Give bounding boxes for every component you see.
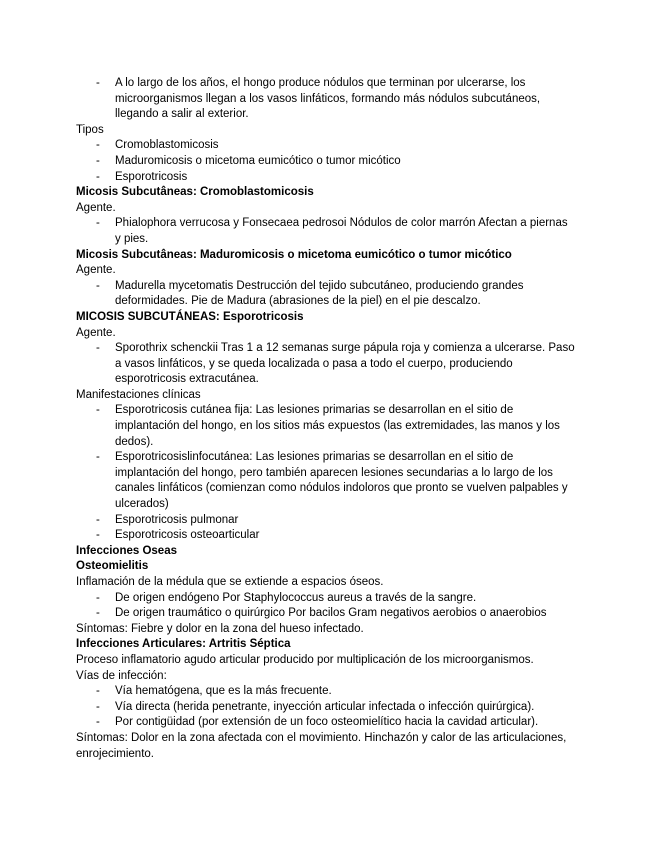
- list-item: - Esporotricosis osteoarticular: [76, 528, 576, 544]
- list-item: - Vía directa (herida penetrante, inyección articular infectada o infección quirúrgica).: [76, 700, 576, 716]
- list-item: - Esporotricosis cutánea fija: Las lesiones primarias se desarrollan en el sitio de implantación del hongo, en los sitios más expuestos (las extremidades, las manos y los dedos).: [76, 403, 576, 450]
- osteomielitis-sintomas: Síntomas: Fiebre y dolor en la zona del hueso infectado.: [76, 622, 364, 635]
- artritis-sintomas: Síntomas: Dolor en la zona afectada con el movimiento. Hinchazón y calor de las articulaciones, enrojecimiento.: [76, 731, 567, 760]
- list-item: - De origen traumático o quirúrgico Por bacilos Gram negativos aerobios o anaerobios: [76, 606, 576, 622]
- list-item: - Esporotricosislinfocutánea: Las lesiones primarias se desarrollan en el sitio de implantación del hongo, pero también aparecen lesiones secundarias a lo largo de los canales linfáticos (comienzan como nódulos indoloros que pronto se vuelven palpables y ulcerados): [76, 450, 576, 512]
- list-item: - Por contigüidad (por extensión de un foco osteomielítico hacia la cavidad articular).: [76, 715, 576, 731]
- section-heading-cromoblastomicosis: Micosis Subcutâneas: Cromoblastomicosis: [76, 186, 314, 199]
- agent-label: Agente.: [76, 264, 116, 277]
- manifestaciones-label: Manifestaciones clínicas: [76, 388, 201, 401]
- tipos-list: [76, 138, 576, 185]
- document-page: [76, 76, 576, 762]
- vias-list: [76, 684, 576, 731]
- artritis-definition: Proceso inflamatorio agudo articular producido por multiplicación de los microorganismos.: [76, 653, 534, 666]
- section-heading-maduromicosis: Micosis Subcutâneas: Maduromicosis o micetoma eumicótico o tumor micótico: [76, 248, 512, 261]
- maduro-list: [76, 279, 576, 310]
- cromo-list: [76, 216, 576, 247]
- list-item: - Cromoblastomicosis: [76, 138, 576, 154]
- section-heading-esporotricosis: MICOSIS SUBCUTÁNEAS: Esporotricosis: [76, 310, 304, 323]
- list-item: - De origen endógeno Por Staphylococcus aureus a través de la sangre.: [76, 591, 576, 607]
- list-item: - Madurella mycetomatis Destrucción del tejido subcutáneo, produciendo grandes deformidades. Pie de Madura (abrasiones de la piel) en el pie descalzo.: [76, 279, 576, 310]
- list-item: - Esporotricosis: [76, 170, 576, 186]
- list-item: - Sporothrix schenckii Tras 1 a 12 semanas surge pápula roja y comienza a ulcerarse. Paso a vasos linfáticos, y se queda localizada o pasa a todo el cuerpo, produciendo esporotricosis extracutánea.: [76, 341, 576, 388]
- esporo-list: [76, 341, 576, 388]
- list-item: - Esporotricosis pulmonar: [76, 513, 576, 529]
- list-item: - Phialophora verrucosa y Fonsecaea pedrosoi Nódulos de color marrón Afectan a piernas y pies.: [76, 216, 576, 247]
- section-heading-infecciones-oseas: Infecciones Oseas: [76, 544, 177, 557]
- osteomielitis-list: [76, 591, 576, 622]
- subheading-osteomielitis: Osteomielitis: [76, 560, 149, 573]
- list-item: - Maduromicosis o micetoma eumicótico o tumor micótico: [76, 154, 576, 170]
- tipos-label: Tipos: [76, 123, 104, 136]
- list-item: - A lo largo de los años, el hongo produce nódulos que terminan por ulcerarse, los microorganismos llegan a los vasos linfáticos, formando más nódulos subcutáneos, llegando a salir al exterior.: [76, 76, 576, 123]
- vias-label: Vías de infección:: [76, 669, 167, 682]
- agent-label: Agente.: [76, 201, 116, 214]
- intro-list: [76, 76, 576, 123]
- osteomielitis-definition: Inflamación de la médula que se extiende a espacios óseos.: [76, 576, 384, 588]
- agent-label: Agente.: [76, 326, 116, 339]
- list-item: - Vía hematógena, que es la más frecuente.: [76, 684, 576, 700]
- section-heading-infecciones-articulares: Infecciones Articulares: Artritis Séptica: [76, 638, 291, 651]
- manifestaciones-list: [76, 403, 576, 543]
